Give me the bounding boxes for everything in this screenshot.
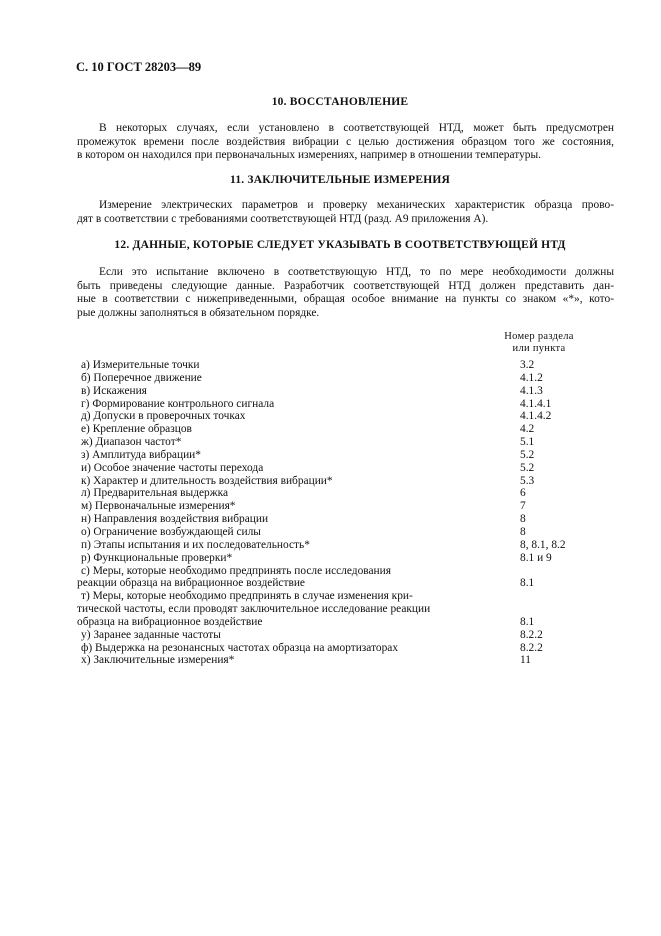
list-item xyxy=(77,436,617,449)
list-item xyxy=(77,654,617,667)
list-item xyxy=(77,616,617,629)
list-item-text: с) Меры, которые необходимо предпринять после исследования xyxy=(81,564,391,577)
list-item-ref: 8.1 xyxy=(520,615,535,628)
list-item-text: образца на вибрационное воздействие xyxy=(77,615,263,628)
list-item-text: к) Характер и длительность воздействия вибрации* xyxy=(81,474,333,487)
list-item-ref: 4.2 xyxy=(520,423,535,436)
text-line: Измерение электрических параметров и проверку механических характеристик образца прово- xyxy=(99,199,614,211)
section-11-text xyxy=(77,199,614,226)
list-item-ref: 8 xyxy=(520,525,526,538)
section-12-title: 12. ДАННЫЕ, КОТОРЫЕ СЛЕДУЕТ УКАЗЫВАТЬ В СООТВЕТСТВУЮЩЕЙ НТД xyxy=(114,239,566,251)
list-item-ref: 4.1.4.2 xyxy=(520,410,552,423)
list-item-ref: 5.3 xyxy=(520,474,535,487)
list-item xyxy=(77,526,617,539)
list-item-text: х) Заключительные измерения* xyxy=(81,654,235,667)
list-item-ref: 3.2 xyxy=(520,359,535,371)
list-item-text: а) Измерительные точки xyxy=(81,359,200,371)
text-line: дят в соответствии с требованиями соответствующей НТД (разд. А9 приложения А). xyxy=(77,212,489,225)
list-item xyxy=(77,398,617,411)
list-item-ref: 4.1.3 xyxy=(520,384,543,397)
list-item xyxy=(77,487,617,500)
section-11-title: 11. ЗАКЛЮЧИТЕЛЬНЫЕ ИЗМЕРЕНИЯ xyxy=(230,174,450,186)
list-item-ref: 5.1 xyxy=(520,436,535,449)
list-item xyxy=(77,552,617,565)
list-item xyxy=(77,449,617,462)
list-item-ref: 8, 8.1, 8.2 xyxy=(520,538,566,551)
list-item-text: з) Амплитуда вибрации* xyxy=(81,448,201,461)
list-item-ref: 5.2 xyxy=(520,448,535,461)
page-header: С. 10 ГОСТ 28203—89 xyxy=(76,60,202,74)
text-line: в котором он находился при первоначальных измерениях, например в отношении температуры. xyxy=(77,149,541,161)
list-item-text: в) Искажения xyxy=(81,384,147,397)
list-item xyxy=(77,462,617,475)
list-item-text: м) Первоначальные измерения* xyxy=(81,500,236,513)
list-item-ref: 5.2 xyxy=(520,461,535,474)
list-item-ref: 8.2.2 xyxy=(520,641,543,654)
list-item-text: о) Ограничение возбуждающей силы xyxy=(81,525,261,538)
list-item-ref: 8 xyxy=(520,513,526,526)
list-item xyxy=(77,642,617,655)
list-item-ref: 8.1 xyxy=(520,577,535,590)
column-header-line: или пункта xyxy=(512,343,566,354)
list-item xyxy=(77,410,617,423)
list-item xyxy=(77,603,617,616)
list-item-text: т) Меры, которые необходимо предпринять в случае изменения кри- xyxy=(81,590,413,603)
text-line: рые должны заполняться в обязательном порядке. xyxy=(77,306,320,319)
list-item xyxy=(77,372,617,385)
list-item-text: ф) Выдержка на резонансных частотах образца на амортизаторах xyxy=(81,641,399,654)
list-item-text: д) Допуски в проверочных точках xyxy=(81,410,246,423)
list-item-text: п) Этапы испытания и их последовательность* xyxy=(81,538,310,551)
list-item-text: б) Поперечное движение xyxy=(81,371,202,384)
text-line: ные в соответствии с нижеприведенными, обращая особое внимание на пункты со знаком «*», кото- xyxy=(77,293,614,305)
list-item-text: тической частоты, если проводят заключительное исследование реакции xyxy=(77,603,431,616)
list-item-ref: 8.2.2 xyxy=(520,628,543,641)
list-item-ref: 4.1.4.1 xyxy=(520,397,552,410)
list-item-text: реакции образца на вибрационное воздействие xyxy=(77,577,305,590)
list-item-ref: 4.1.2 xyxy=(520,371,543,384)
text-line: Если это испытание включено в соответствующую НТД, то по мере необходимости должны xyxy=(99,266,614,278)
list-item xyxy=(77,539,617,552)
list-item xyxy=(77,513,617,526)
section-10-text xyxy=(77,122,614,163)
list-item-text: е) Крепление образцов xyxy=(81,423,192,436)
list-item xyxy=(77,359,617,372)
requirements-list xyxy=(77,359,617,667)
list-item xyxy=(77,423,617,436)
list-item-ref: 8.1 и 9 xyxy=(520,551,552,564)
list-item xyxy=(77,577,617,590)
list-item-text: н) Направления воздействия вибрации xyxy=(81,513,269,526)
list-item-ref: 11 xyxy=(520,654,531,667)
list-item xyxy=(77,565,617,578)
list-item-text: р) Функциональные проверки* xyxy=(81,551,233,564)
text-line: В некоторых случаях, если установлено в соответствующей НТД, может быть предусмотрен xyxy=(99,122,614,134)
section-10-title: 10. ВОССТАНОВЛЕНИЕ xyxy=(271,96,409,108)
text-line: быть приведены следующие данные. Разработчик соответствующей НТД должен представить дан- xyxy=(77,279,614,292)
list-item-ref: 6 xyxy=(520,487,526,500)
list-item-text: г) Формирование контрольного сигнала xyxy=(81,397,275,410)
column-header-line: Номер раздела xyxy=(504,331,574,342)
text-line: промежуток времени после воздействия вибрации с целью достижения образцом того же состояния, xyxy=(77,135,614,148)
list-item xyxy=(77,385,617,398)
list-item-text: л) Предварительная выдержка xyxy=(81,487,229,500)
list-item xyxy=(77,590,617,603)
section-12-text xyxy=(77,266,614,320)
list-item xyxy=(77,475,617,488)
list-item-ref: 7 xyxy=(520,500,526,513)
list-item-text: и) Особое значение частоты перехода xyxy=(81,461,264,474)
list-item-text: у) Заранее заданные частоты xyxy=(81,628,221,641)
list-item-text: ж) Диапазон частот* xyxy=(81,436,182,449)
list-item xyxy=(77,500,617,513)
column-header xyxy=(497,331,581,355)
list-item xyxy=(77,629,617,642)
